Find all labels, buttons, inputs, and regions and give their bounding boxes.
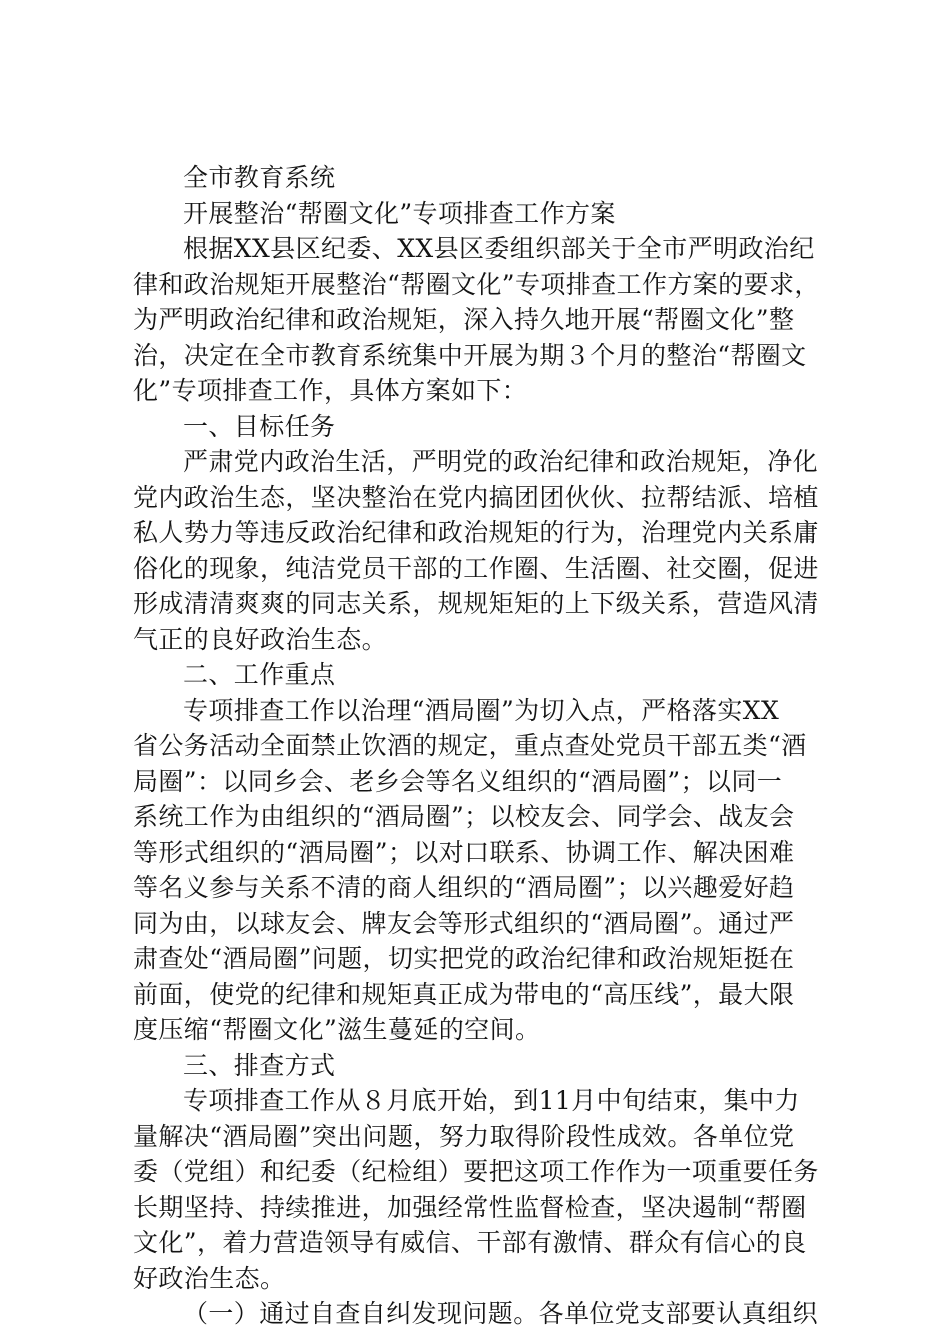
line-32: 好政治生态。 xyxy=(133,1263,286,1293)
line-12: 俗化的现象，纯洁党员干部的工作圈、生活圈、社交圈，促进 xyxy=(133,553,819,583)
line-33: （一）通过自查自纠发现问题。各单位党支部要认真组织 xyxy=(183,1299,819,1328)
line-27: 专项排查工作从８月底开始，到11月中旬结束，集中力 xyxy=(183,1086,800,1115)
line-15: 二、工作重点 xyxy=(183,660,336,689)
line-18: 局圈”：以同乡会、老乡会等名义组织的“酒局圈”；以同一 xyxy=(133,766,783,796)
line-13: 形成清清爽爽的同志关系，规规矩矩的上下级关系，营造风清 xyxy=(133,589,819,618)
line-28: 量解决“酒局圈”突出问题，努力取得阶段性成效。各单位党 xyxy=(133,1121,795,1151)
line-10: 党内政治生态，坚决整治在党内搞团团伙伙、拉帮结派、培植 xyxy=(133,482,819,512)
line-21: 等名义参与关系不清的商人组织的“酒局圈”；以兴趣爱好趋 xyxy=(133,873,795,902)
line-24: 前面，使党的纪律和规矩真正成为带电的“高压线”，最大限 xyxy=(133,979,795,1009)
line-14: 气正的良好政治生态。 xyxy=(133,624,388,654)
line-31: 文化”，着力营造领导有威信、干部有激情、群众有信心的良 xyxy=(133,1228,807,1257)
line-22: 同为由，以球友会、牌友会等形式组织的“酒局圈”。通过严 xyxy=(133,908,795,938)
line-23: 肃查处“酒局圈”问题，切实把党的政治纪律和政治规矩挺在 xyxy=(133,944,795,973)
line-19: 系统工作为由组织的“酒局圈”；以校友会、同学会、战友会 xyxy=(133,802,795,831)
line-17: 省公务活动全面禁止饮酒的规定，重点查处党员干部五类“酒 xyxy=(133,731,807,760)
line-1: 全市教育系统 xyxy=(183,163,336,192)
line-4: 律和政治规矩开展整治“帮圈文化”专项排查工作方案的要求， xyxy=(133,269,820,299)
line-9: 严肃党内政治生活，严明党的政治纪律和政治规矩，净化 xyxy=(183,447,819,476)
line-16: 专项排查工作以治理“酒局圈”为切入点，严格落实XX xyxy=(183,695,780,725)
line-8: 一、目标任务 xyxy=(183,411,336,441)
line-3: 根据XX县区纪委、XX县区委组织部关于全市严明政治纪 xyxy=(183,234,815,263)
line-7: 化”专项排查工作，具体方案如下： xyxy=(133,376,528,405)
line-11: 私人势力等违反政治纪律和政治规矩的行为，治理党内关系庸 xyxy=(133,518,819,547)
line-2: 开展整治“帮圈文化”专项排查工作方案 xyxy=(183,198,616,228)
line-30: 长期坚持、持续推进，加强经常性监督检查，坚决遏制“帮圈 xyxy=(133,1192,807,1222)
line-6: 治，决定在全市教育系统集中开展为期３个月的整治“帮圈文 xyxy=(133,340,807,370)
line-26: 三、排查方式 xyxy=(183,1050,336,1080)
line-25: 度压缩“帮圈文化”滋生蔓延的空间。 xyxy=(133,1015,541,1044)
line-20: 等形式组织的“酒局圈”；以对口联系、协调工作、解决困难 xyxy=(133,837,795,867)
line-29: 委（党组）和纪委（纪检组）要把这项工作作为一项重要任务 xyxy=(133,1157,819,1186)
line-5: 为严明政治纪律和政治规矩，深入持久地开展“帮圈文化”整 xyxy=(133,305,795,334)
